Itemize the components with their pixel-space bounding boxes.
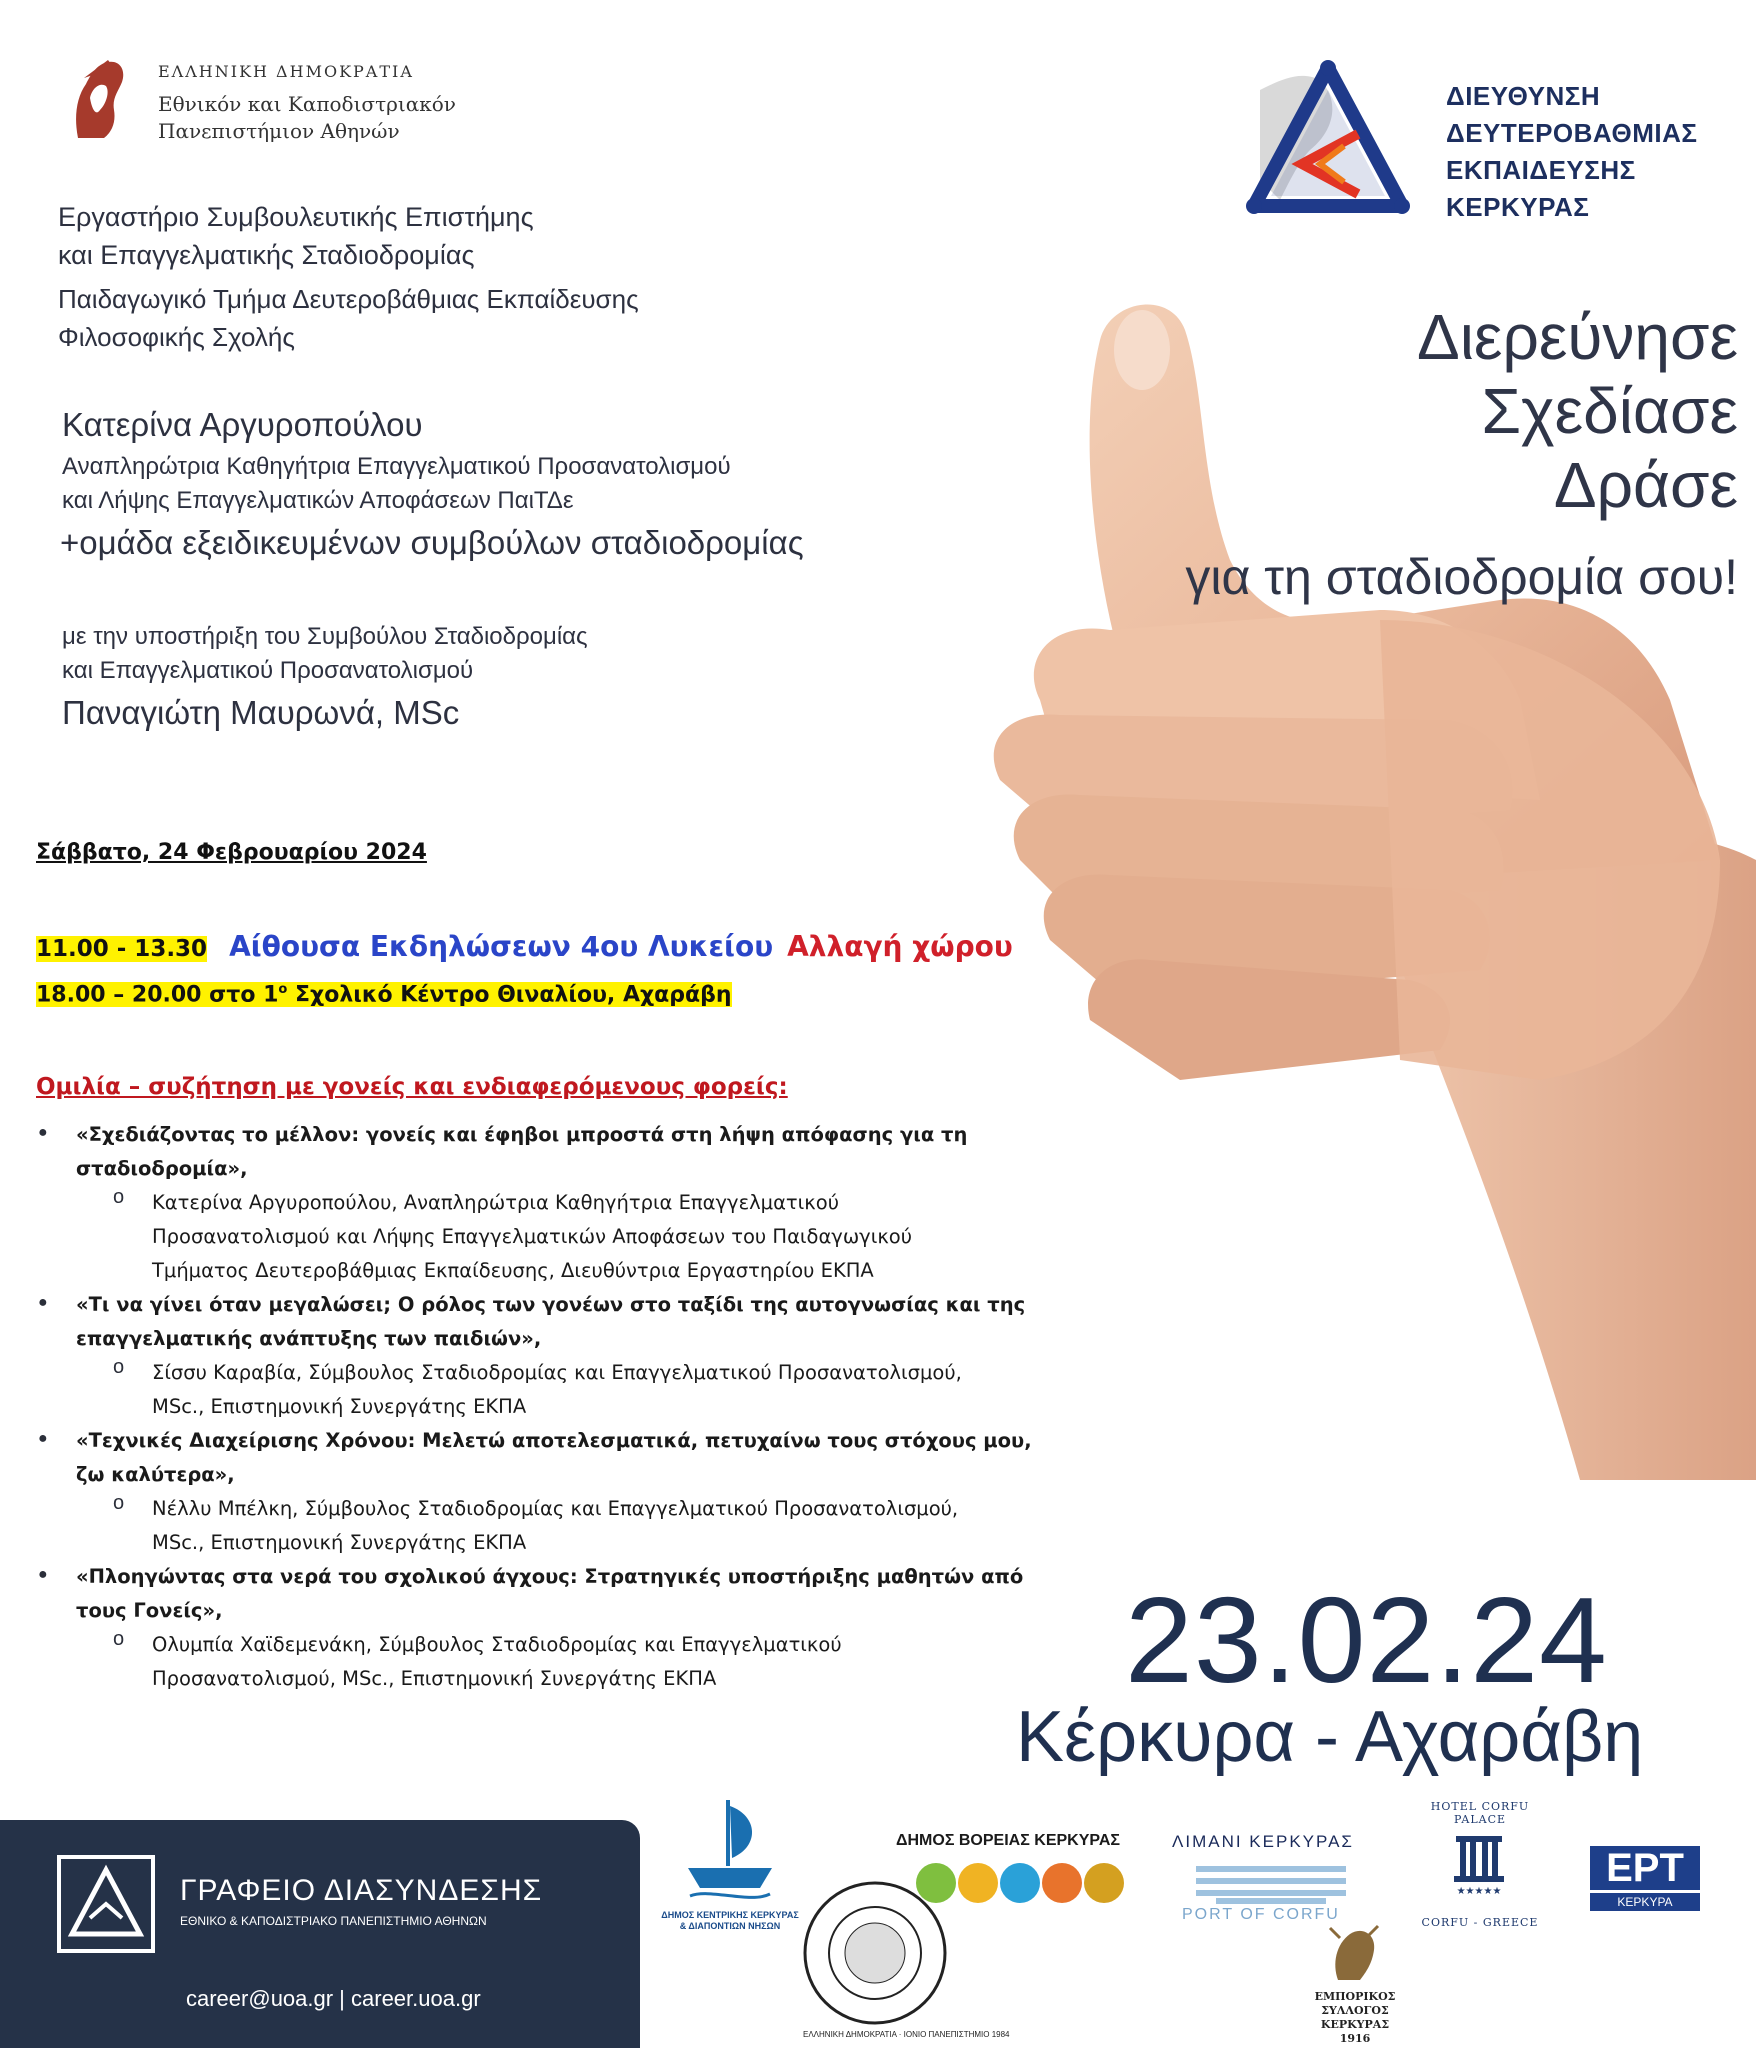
slogan-line-3: Δράσε	[1553, 449, 1738, 521]
circle-bullet-icon: o	[113, 1492, 125, 1514]
hermes-head-icon	[1326, 1924, 1382, 1984]
emporikos-line-1: ΕΜΠΟΡΙΚΟΣ ΣΥΛΛΟΓΟΣ	[1314, 1990, 1396, 2017]
svg-text:★★★★★: ★★★★★	[1456, 1886, 1502, 1897]
career-contact-link[interactable]: career@uoa.gr | career.uoa.gr	[186, 1986, 481, 2011]
bullet-icon: ●	[38, 1124, 48, 1141]
career-office-logo-icon	[56, 1854, 156, 1954]
organizer-role-2: και Λήψης Επαγγελματικών Αποφάσεων ΠαιΤΔε	[62, 487, 574, 514]
talk-item	[0, 1118, 1050, 1186]
ert-sub-label: ΚΕΡΚΥΡΑ	[1590, 1893, 1700, 1911]
support-line-2: και Επαγγελματικού Προσανατολισμού	[62, 657, 474, 684]
circle-bullet-icon: o	[113, 1628, 125, 1650]
bullet-icon: ●	[38, 1566, 48, 1583]
talk-speaker	[0, 1492, 1050, 1560]
dimos-voreias-label: ΔΗΜΟΣ ΒΟΡΕΙΑΣ ΚΕΡΚΥΡΑΣ	[896, 1832, 1121, 1849]
organizer-name: Κατερίνα Αργυροπούλου	[62, 406, 423, 443]
talks-section-title: Ομιλία – συζήτηση με γονείς και ενδιαφερόμενους φορείς:	[36, 1074, 788, 1100]
dimos-kentrikis-line-1: ΔΗΜΟΣ ΚΕΝΤΡΙΚΗΣ ΚΕΡΚΥΡΑΣ	[661, 1910, 799, 1920]
ship-logo-icon	[680, 1796, 780, 1906]
talk-speaker	[0, 1356, 1050, 1424]
circle-bullet-icon: o	[113, 1186, 125, 1208]
event-date: 23.02.24	[1125, 1572, 1608, 1708]
dide-triangle-logo-icon	[1240, 60, 1410, 220]
career-office-title: ΓΡΑΦΕΙΟ ΔΙΑΣΥΝΔΕΣΗΣ	[180, 1874, 543, 1907]
talk-title-2b: επαγγελματικής ανάπτυξης των παιδιών»,	[76, 1327, 542, 1350]
dide-line-1: ΔΙΕΥΘΥΝΣΗ	[1446, 81, 1601, 111]
talk-title-2a: «Τι να γίνει όταν μεγαλώσει; Ο ρόλος των γονέων στο ταξίδι της αυτογνωσίας και της	[76, 1293, 1026, 1316]
hotel-top-label: HOTEL CORFU PALACE	[1430, 1800, 1530, 1826]
slogan-line-4: για τη σταδιοδρομία σου!	[1185, 549, 1738, 605]
talk-speaker-2b: MSc., Επιστημονική Συνεργάτης ΕΚΠΑ	[152, 1395, 527, 1418]
lab-line-3: Παιδαγωγικό Τμήμα Δευτεροβάθμιας Εκπαίδευσης	[58, 284, 639, 314]
uoa-line-3: Πανεπιστήμιον Αθηνών	[158, 119, 400, 143]
limani-label: ΛΙΜΑΝΙ ΚΕΡΚΥΡΑΣ	[1172, 1832, 1354, 1851]
slot1-time: 11.00 - 13.30	[36, 936, 208, 962]
talk-speaker-3b: MSc., Επιστημονική Συνεργάτης ΕΚΠΑ	[152, 1531, 527, 1554]
event-day-date: Σάββατο, 24 Φεβρουαρίου 2024	[36, 840, 427, 865]
talk-speaker-1c: Τμήματος Δευτεροβάθμιας Εκπαίδευσης, Διευθύντρια Εργαστηρίου ΕΚΠΑ	[152, 1259, 874, 1282]
port-label: PORT OF CORFU	[1182, 1906, 1340, 1923]
organizer-role-1: Αναπληρώτρια Καθηγήτρια Επαγγελματικού Προσανατολισμού	[62, 453, 731, 480]
dide-line-2: ΔΕΥΤΕΡΟΒΑΘΜΙΑΣ	[1446, 118, 1698, 148]
support-name: Παναγιώτη Μαυρωνά, MSc	[62, 694, 460, 731]
talk-title-4a: «Πλοηγώντας στα νερά του σχολικού άγχους: Στρατηγικές υποστήριξης μαθητών από	[76, 1565, 1024, 1588]
talk-speaker-4a: Ολυμπία Χαϊδεμενάκη, Σύμβουλος Σταδιοδρομίας και Επαγγελματικού	[152, 1633, 842, 1656]
emporikos-line-2: ΚΕΡΚΥΡΑΣ	[1320, 2018, 1390, 2031]
ionian-seal-text: ΕΛΛΗΝΙΚΗ ΔΗΜΟΚΡΑΤΙΑ · ΙΟΝΙΟ ΠΑΝΕΠΙΣΤΗΜΙΟ 1984	[803, 2030, 1010, 2039]
talk-item	[0, 1560, 1050, 1628]
bullet-icon: ●	[38, 1430, 48, 1447]
slot1-note: Αλλαγή χώρου	[787, 930, 1013, 963]
talk-title-3b: ζω καλύτερα»,	[76, 1463, 235, 1486]
slogan-line-1: Διερεύνησε	[1416, 301, 1738, 373]
uoa-line-1: ΕΛΛΗΝΙΚΗ ΔΗΜΟΚΡΑΤΙΑ	[158, 62, 414, 81]
talk-speaker-3a: Νέλλυ Μπέλκη, Σύμβουλος Σταδιοδρομίας και Επαγγελματικού Προσανατολισμού,	[152, 1497, 959, 1520]
dide-line-3: ΕΚΠΑΙΔΕΥΣΗΣ	[1446, 155, 1636, 185]
talk-speaker-4b: Προσανατολισμού, MSc., Επιστημονική Συνεργάτης ΕΚΠΑ	[152, 1667, 717, 1690]
organizer-team: +ομάδα εξειδικευμένων συμβούλων σταδιοδρομίας	[60, 524, 804, 561]
lab-line-2: και Επαγγελματικής Σταδιοδρομίας	[58, 240, 475, 270]
lab-line-4: Φιλοσοφικής Σχολής	[58, 322, 295, 352]
slot2-line	[36, 982, 732, 1007]
talk-title-4b: τους Γονείς»,	[76, 1599, 223, 1622]
career-office-subtitle: ΕΘΝΙΚΟ & ΚΑΠΟΔΙΣΤΡΙΑΚΟ ΠΑΝΕΠΙΣΤΗΜΙΟ ΑΘΗΝΩΝ	[180, 1914, 487, 1928]
bullet-icon: ●	[38, 1294, 48, 1311]
slot2-rest: Σχολικό Κέντρο Θιναλίου, Αχαράβη	[287, 982, 732, 1008]
support-line-1: με την υποστήριξη του Συμβούλου Σταδιοδρομίας	[62, 623, 588, 650]
talk-title-3a: «Τεχνικές Διαχείρισης Χρόνου: Μελετώ αποτελεσματικά, πετυχαίνω τους στόχους μου,	[76, 1429, 1032, 1452]
emporikos-line-3: 1916	[1339, 2032, 1371, 2045]
uoa-line-2: Εθνικόν και Καποδιστριακόν	[158, 92, 456, 116]
talk-title-1a: «Σχεδιάζοντας το μέλλον: γονείς και έφηβοι μπροστά στη λήψη απόφασης για τη	[76, 1123, 968, 1146]
port-ship-icon	[1196, 1858, 1346, 1908]
slot2-time: 18.00 – 20.00 στο 1	[36, 982, 279, 1008]
dimos-kentrikis-line-2: & ΔΙΑΠΟΝΤΙΩΝ ΝΗΣΩΝ	[679, 1921, 781, 1931]
ionian-university-seal-icon	[800, 1878, 950, 2028]
athena-head-icon	[68, 58, 130, 142]
talk-item	[0, 1424, 1050, 1492]
ert-logo: ΕΡΤ	[1590, 1846, 1700, 1890]
slogan-line-2: Σχεδίασε	[1481, 375, 1738, 447]
hotel-bottom-label: CORFU - GREECE	[1421, 1916, 1539, 1929]
career-office-footer	[0, 1820, 640, 2048]
slot2-sup: ο	[278, 982, 288, 997]
talk-item	[0, 1288, 1050, 1356]
circle-bullet-icon: o	[113, 1356, 125, 1378]
dide-line-4: ΚΕΡΚΥΡΑΣ	[1446, 192, 1590, 222]
talk-speaker-1b: Προσανατολισμού και Λήψης Επαγγελματικών Αποφάσεων του Παιδαγωγικού	[152, 1225, 913, 1248]
talk-speaker-1a: Κατερίνα Αργυροπούλου, Αναπληρώτρια Καθηγήτρια Επαγγελματικού	[152, 1191, 839, 1214]
talk-title-1b: σταδιοδρομία»,	[76, 1157, 248, 1180]
talk-speaker	[0, 1628, 1050, 1696]
slot1-place: Αίθουσα Εκδηλώσεων 4ου Λυκείου	[229, 930, 774, 963]
talk-speaker-2a: Σίσσυ Καραβία, Σύμβουλος Σταδιοδρομίας και Επαγγελματικού Προσανατολισμού,	[152, 1361, 962, 1384]
talk-speaker	[0, 1186, 1050, 1288]
event-place: Κέρκυρα - Αχαράβη	[1016, 1697, 1644, 1777]
lab-line-1: Εργαστήριο Συμβουλευτικής Επιστήμης	[58, 202, 534, 232]
